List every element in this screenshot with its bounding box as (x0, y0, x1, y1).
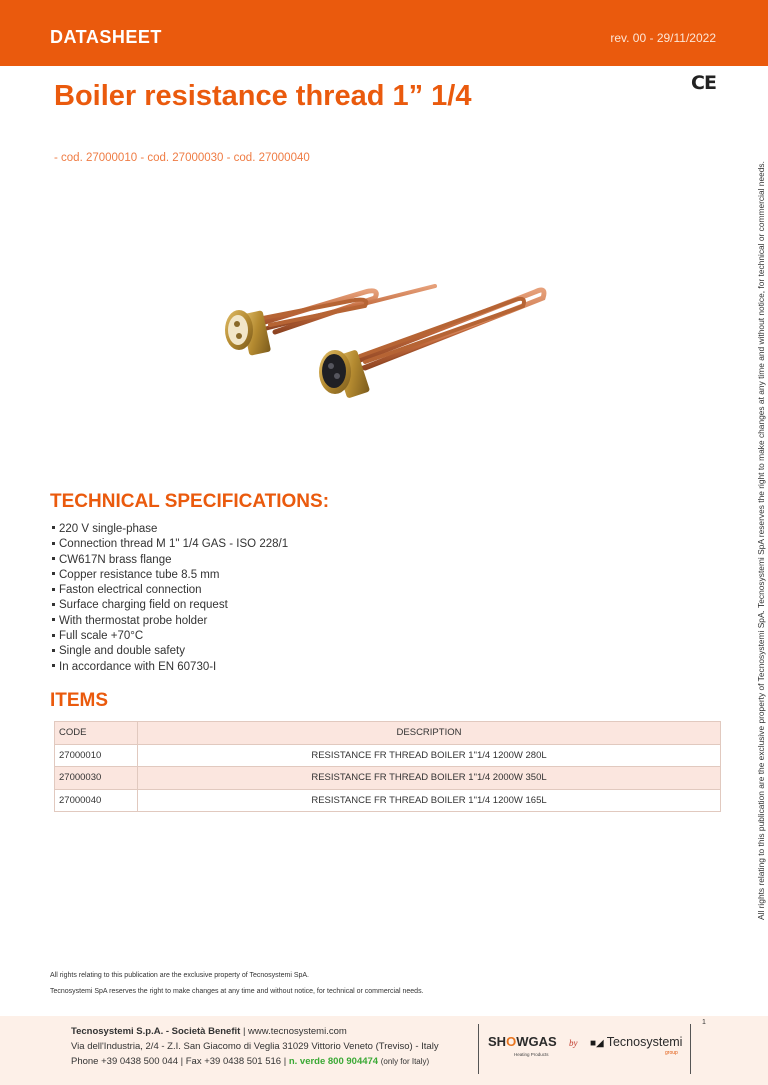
revision-date: rev. 00 - 29/11/2022 (610, 31, 716, 45)
footer-contacts (71, 1056, 429, 1067)
bullet-icon (52, 588, 55, 591)
separator: | (283, 1056, 289, 1067)
footer (0, 1016, 768, 1085)
cell-code: 27000030 (55, 767, 138, 790)
list-item: Copper resistance tube 8.5 mm (52, 568, 288, 583)
bullet-icon (52, 557, 55, 560)
specs-title: TECHNICAL SPECIFICATIONS: (50, 491, 330, 512)
separator: | (242, 1026, 249, 1037)
bullet-icon (52, 664, 55, 667)
list-item: Surface charging field on request (52, 598, 288, 613)
cell-code: 27000010 (55, 744, 138, 767)
column-header-description: DESCRIPTION (138, 722, 721, 745)
showgas-tagline: Heating Products (514, 1052, 549, 1057)
fax-number: Fax +39 0438 501 516 (185, 1056, 282, 1067)
datasheet-label: DATASHEET (50, 27, 162, 47)
product-codes: - cod. 27000010 - cod. 27000030 - cod. 27000040 (54, 152, 310, 164)
rights-line-1: All rights relating to this publication are the exclusive property of Tecnosystemi SpA. (50, 972, 309, 979)
tecnosystemi-logo: ■◢ Tecnosystemi (590, 1035, 683, 1049)
cell-description: RESISTANCE FR THREAD BOILER 1"1/4 1200W 165L (138, 789, 721, 812)
list-item: Connection thread M 1" 1/4 GAS - ISO 228/1 (52, 537, 288, 552)
product-image (215, 270, 560, 410)
list-item: In accordance with EN 60730-I (52, 660, 288, 675)
website-link[interactable]: www.tecnosystemi.com (248, 1026, 347, 1037)
phone-number: Phone +39 0438 500 044 (71, 1056, 178, 1067)
product-title: Boiler resistance thread 1” 1/4 (54, 80, 472, 112)
list-item: Faston electrical connection (52, 583, 288, 598)
page-number: 1 (702, 1019, 706, 1026)
footer-company-line (71, 1026, 347, 1037)
company-name: Tecnosystemi S.p.A. - Società Benefit (71, 1026, 241, 1037)
table-header-row (55, 722, 721, 745)
items-title: ITEMS (50, 690, 109, 711)
bullet-icon (52, 649, 55, 652)
toll-free-note: (only for Italy) (380, 1057, 430, 1066)
footer-address: Via dell'Industria, 2/4 - Z.I. San Giacomo di Veglia 31029 Vittorio Veneto (Treviso) - Italy (71, 1041, 439, 1052)
footer-divider (478, 1024, 479, 1074)
ce-mark: CE (691, 72, 716, 94)
items-table (54, 721, 721, 812)
bullet-icon (52, 526, 55, 529)
column-header-code: CODE (55, 722, 138, 745)
toll-free-number: n. verde 800 904474 (288, 1056, 379, 1067)
rights-line-2: Tecnosystemi SpA reserves the right to make changes at any time and without notice, for technical or commercial needs. (50, 988, 424, 995)
by-label: by (569, 1038, 578, 1048)
header-bar (0, 0, 768, 66)
table-row (55, 767, 721, 790)
list-item: CW617N brass flange (52, 553, 288, 568)
footer-divider (690, 1024, 691, 1074)
cell-code: 27000040 (55, 789, 138, 812)
bullet-icon (52, 572, 55, 575)
cell-description: RESISTANCE FR THREAD BOILER 1"1/4 2000W 350L (138, 767, 721, 790)
group-label: group (665, 1050, 678, 1056)
list-item: Single and double safety (52, 644, 288, 659)
bullet-icon (52, 542, 55, 545)
bullet-icon (52, 603, 55, 606)
table-row (55, 744, 721, 767)
cell-description: RESISTANCE FR THREAD BOILER 1"1/4 1200W 280L (138, 744, 721, 767)
separator: | (180, 1056, 186, 1067)
table-row (55, 789, 721, 812)
list-item: 220 V single-phase (52, 522, 288, 537)
side-rights-note: All rights relating to this publication are the exclusive property of Tecnosystemi SpA. Tecnosystemi SpA reserves the right to make changes at any time and without notice, for technical or commercial needs. (756, 161, 766, 920)
list-item: With thermostat probe holder (52, 614, 288, 629)
list-item: Full scale +70°C (52, 629, 288, 644)
tecnosystemi-mark-icon: ■◢ (590, 1038, 604, 1049)
bullet-icon (52, 618, 55, 621)
specs-list (52, 522, 288, 675)
showgas-logo: SHOWGAS (488, 1034, 557, 1049)
bullet-icon (52, 634, 55, 637)
